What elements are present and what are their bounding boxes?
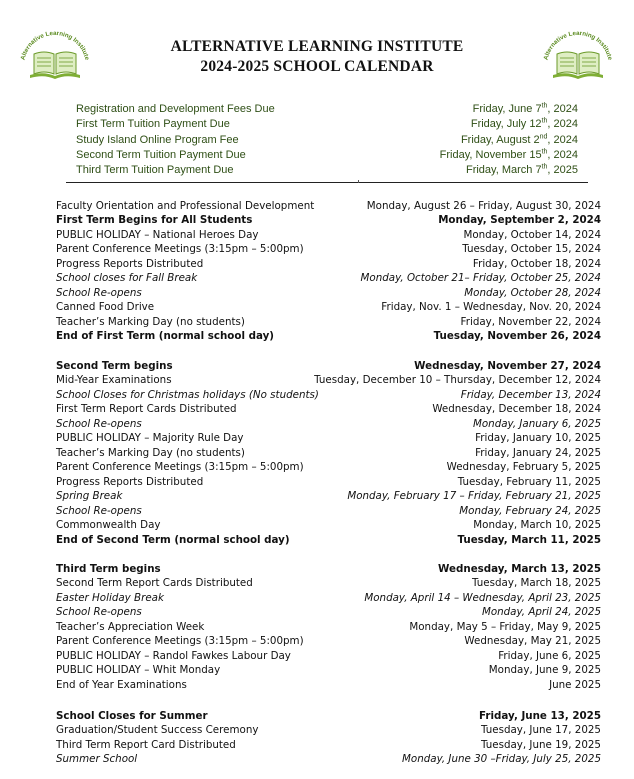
fee-date-main: Friday, March 7	[465, 164, 542, 177]
divider	[66, 182, 588, 183]
event-name: School Re-opens	[56, 417, 142, 430]
fee-label: Third Term Tuition Payment Due	[76, 164, 234, 177]
fee-date	[473, 102, 578, 117]
event-date: Tuesday, October 15, 2024	[462, 243, 601, 256]
event-name: Teacher’s Appreciation Week	[56, 620, 205, 633]
fee-date-year: , 2024	[547, 133, 578, 146]
event-date: Tuesday, February 11, 2025	[457, 475, 601, 488]
event-name: Parent Conference Meetings (3:15pm – 5:00pm)	[56, 243, 304, 256]
event-date: June 2025	[549, 678, 601, 691]
event-name: Graduation/Student Success Ceremony	[56, 724, 259, 737]
event-name: PUBLIC HOLIDAY – Majority Rule Day	[56, 432, 244, 445]
event-date: Monday, September 2, 2024	[438, 214, 601, 227]
calendar-row	[56, 300, 601, 314]
event-name: Parent Conference Meetings (3:15pm – 5:00pm)	[56, 461, 304, 474]
open-book-icon	[16, 28, 94, 86]
event-name: Parent Conference Meetings (3:15pm – 5:00pm)	[56, 635, 304, 648]
fee-date-ordinal: th	[541, 117, 548, 125]
fee-date	[466, 163, 578, 178]
first-term-section	[56, 199, 601, 344]
calendar-row	[56, 738, 601, 752]
event-name: End of Second Term (normal school day)	[56, 533, 290, 546]
calendar-row	[56, 228, 601, 242]
event-date: Monday, October 28, 2024	[464, 286, 601, 299]
page-subtitle: 2024-2025 SCHOOL CALENDAR	[200, 58, 434, 75]
event-name: PUBLIC HOLIDAY – Whit Monday	[56, 664, 221, 677]
event-name: Teacher’s Marking Day (no students)	[56, 315, 245, 328]
fee-schedule	[76, 102, 578, 178]
event-date: Friday, December 13, 2024	[460, 388, 601, 401]
event-name: Mid-Year Examinations	[56, 374, 172, 387]
institute-logo-right	[539, 28, 617, 86]
calendar-row	[56, 417, 601, 431]
fee-date-year: , 2024	[547, 103, 578, 115]
svg-text:Alternative Learning Institute: Alternative Learning Institute	[19, 29, 91, 61]
open-book-icon	[539, 28, 617, 86]
event-date: Monday, February 17 – Friday, February 21, 2025	[347, 490, 601, 503]
event-date: Monday, June 30 –Friday, July 25, 2025	[402, 753, 601, 766]
calendar-row	[56, 199, 601, 213]
calendar-row	[56, 709, 601, 723]
event-date: Friday, January 24, 2025	[475, 446, 601, 459]
fee-date-ordinal: nd	[539, 132, 548, 140]
fee-date-year: , 2024	[547, 148, 578, 161]
event-name: Progress Reports Distributed	[56, 257, 204, 270]
fee-date-main: Friday, August 2	[460, 133, 540, 146]
fee-row	[76, 163, 578, 178]
calendar-row	[56, 518, 601, 532]
fee-date-main: Friday, July 12	[470, 118, 542, 131]
fee-date-year: , 2025	[547, 164, 578, 177]
event-date: Monday, October 21– Friday, October 25, 2024	[360, 272, 601, 285]
event-date: Tuesday, March 11, 2025	[457, 533, 601, 546]
event-date: Monday, January 6, 2025	[472, 417, 601, 430]
calendar-row	[56, 605, 601, 619]
calendar-row	[56, 213, 601, 227]
event-name: School Re-opens	[56, 606, 142, 619]
event-name: PUBLIC HOLIDAY – Randol Fawkes Labour Day	[56, 649, 291, 662]
event-date: Monday, June 9, 2025	[488, 664, 601, 677]
event-date: Tuesday, June 19, 2025	[481, 738, 601, 751]
fee-date	[461, 133, 578, 148]
event-date: Friday, October 18, 2024	[472, 257, 601, 270]
event-date: Monday, May 5 – Friday, May 9, 2025	[409, 620, 601, 633]
calendar-row	[56, 678, 601, 692]
svg-text:Alternative Learning Institute: Alternative Learning Institute	[542, 29, 614, 61]
calendar-row	[56, 329, 601, 343]
event-name: Summer School	[56, 753, 138, 766]
event-name: School Closes for Christmas holidays (No students)	[56, 388, 319, 401]
fee-row	[76, 148, 578, 163]
calendar-row	[56, 286, 601, 300]
event-date: Monday, April 24, 2025	[481, 606, 601, 619]
divider-tick	[358, 180, 359, 183]
event-date: Tuesday, November 26, 2024	[433, 330, 601, 343]
event-name: Second Term Report Cards Distributed	[56, 577, 253, 590]
event-name: First Term Begins for All Students	[56, 214, 253, 227]
event-date: Tuesday, March 18, 2025	[472, 577, 601, 590]
fee-date-ordinal: th	[541, 148, 548, 156]
fee-row	[76, 102, 578, 117]
calendar-row	[56, 620, 601, 634]
fee-date-ordinal: th	[541, 163, 548, 171]
event-name: Easter Holiday Break	[56, 591, 164, 604]
calendar-row	[56, 359, 601, 373]
calendar-row	[56, 475, 601, 489]
event-date: Monday, April 14 – Wednesday, April 23, 2025	[364, 591, 601, 604]
calendar-row	[56, 533, 601, 547]
calendar-row	[56, 388, 601, 402]
third-term-section	[56, 562, 601, 692]
fee-label: Registration and Development Fees Due	[76, 103, 275, 115]
event-name: Faculty Orientation and Professional Development	[56, 200, 315, 212]
event-date: Friday, January 10, 2025	[475, 432, 601, 445]
event-name: End of First Term (normal school day)	[56, 330, 274, 343]
event-name: End of Year Examinations	[56, 678, 187, 691]
calendar-row	[56, 402, 601, 416]
calendar-row	[56, 649, 601, 663]
fee-date-year: , 2024	[547, 118, 578, 131]
fee-label: Study Island Online Program Fee	[76, 133, 239, 146]
calendar-row	[56, 504, 601, 518]
event-name: First Term Report Cards Distributed	[56, 403, 237, 416]
event-date: Wednesday, May 21, 2025	[464, 635, 601, 648]
event-name: Progress Reports Distributed	[56, 475, 204, 488]
event-name: Teacher’s Marking Day (no students)	[56, 446, 245, 459]
calendar-row	[56, 460, 601, 474]
calendar-row	[56, 257, 601, 271]
event-date: Monday, August 26 – Friday, August 30, 2024	[366, 200, 601, 212]
event-name: Third Term begins	[56, 563, 161, 575]
fee-date-main: Friday, June 7	[472, 103, 542, 115]
calendar-row	[56, 489, 601, 503]
calendar-row	[56, 242, 601, 256]
event-date: Wednesday, March 13, 2025	[438, 563, 601, 575]
calendar-row	[56, 373, 601, 387]
calendar-row	[56, 591, 601, 605]
fee-label: First Term Tuition Payment Due	[76, 118, 230, 131]
event-name: School Re-opens	[56, 504, 142, 517]
fee-label: Second Term Tuition Payment Due	[76, 148, 246, 161]
calendar-row	[56, 431, 601, 445]
calendar-row	[56, 723, 601, 737]
fee-date	[471, 117, 578, 132]
event-name: School Closes for Summer	[56, 710, 208, 722]
fee-date-ordinal: th	[541, 102, 548, 110]
event-date: Monday, February 24, 2025	[459, 504, 601, 517]
event-date: Tuesday, June 17, 2025	[481, 724, 601, 737]
calendar-row	[56, 446, 601, 460]
event-date: Tuesday, December 10 – Thursday, December 12, 2024	[314, 374, 601, 387]
second-term-section	[56, 359, 601, 547]
summer-section	[56, 709, 601, 767]
event-name: Spring Break	[56, 490, 123, 503]
calendar-row	[56, 752, 601, 766]
event-date: Wednesday, February 5, 2025	[446, 461, 601, 474]
page-title: ALTERNATIVE LEARNING INSTITUTE	[170, 38, 464, 55]
event-date: Friday, June 6, 2025	[498, 649, 601, 662]
fee-row	[76, 117, 578, 132]
event-name: School Re-opens	[56, 286, 142, 299]
event-name: Third Term Report Card Distributed	[56, 738, 236, 751]
fee-date	[440, 148, 578, 163]
event-name: Second Term begins	[56, 360, 173, 372]
calendar-row	[56, 562, 601, 576]
fee-row	[76, 133, 578, 148]
event-date: Monday, March 10, 2025	[473, 519, 601, 532]
calendar-row	[56, 634, 601, 648]
event-date: Wednesday, December 18, 2024	[432, 403, 601, 416]
calendar-row	[56, 315, 601, 329]
event-date: Friday, November 22, 2024	[460, 315, 601, 328]
event-name: PUBLIC HOLIDAY – National Heroes Day	[56, 228, 259, 241]
event-date: Friday, Nov. 1 – Wednesday, Nov. 20, 2024	[381, 301, 601, 314]
calendar-row	[56, 576, 601, 590]
calendar-row	[56, 271, 601, 285]
event-name: Canned Food Drive	[56, 301, 155, 314]
event-name: Commonwealth Day	[56, 519, 161, 532]
event-date: Monday, October 14, 2024	[463, 228, 601, 241]
calendar-row	[56, 663, 601, 677]
institute-logo-left	[16, 28, 94, 86]
event-name: School closes for Fall Break	[56, 272, 198, 285]
event-date: Friday, June 13, 2025	[479, 710, 601, 722]
fee-date-main: Friday, November 15	[439, 148, 542, 161]
event-date: Wednesday, November 27, 2024	[414, 360, 601, 372]
